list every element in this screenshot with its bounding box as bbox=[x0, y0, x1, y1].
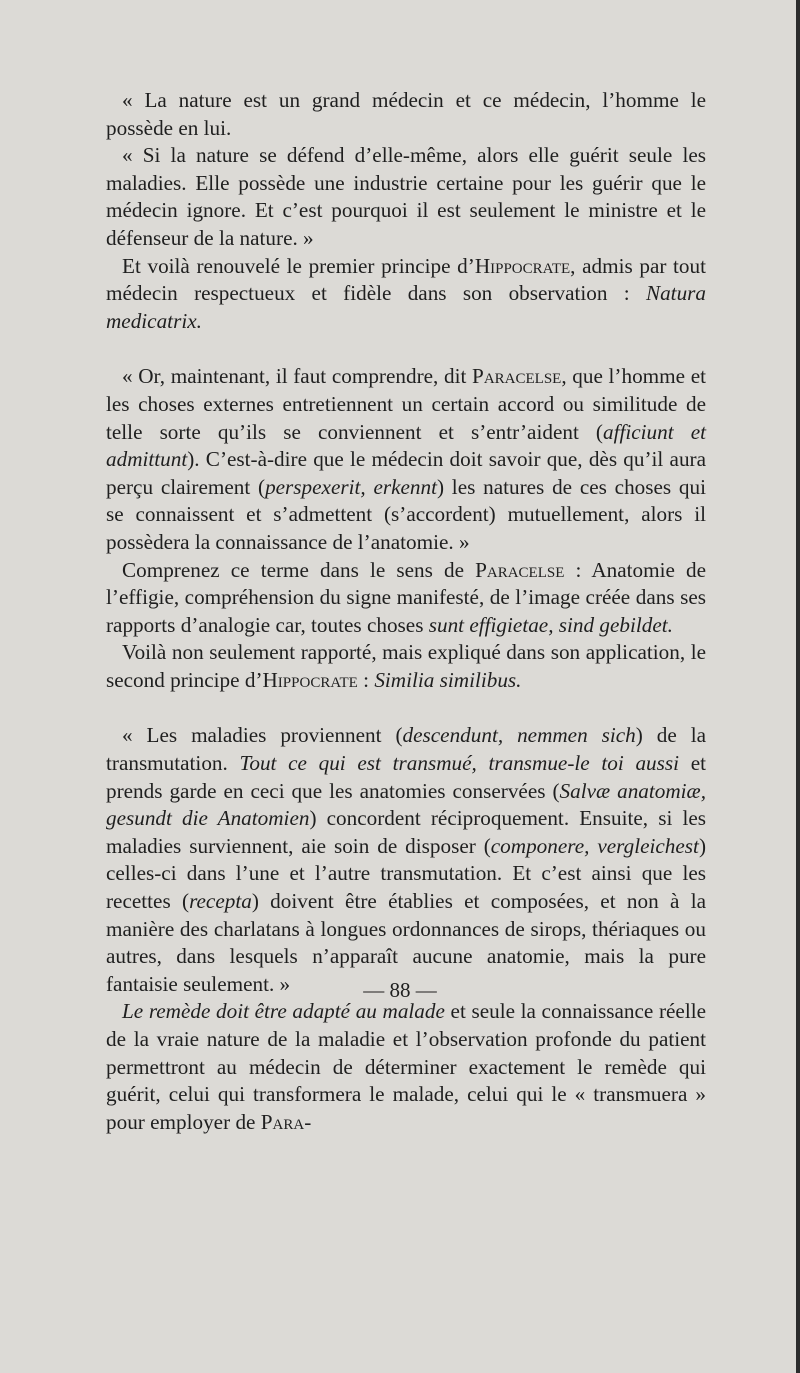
small-caps-run: Hippocrate bbox=[474, 253, 571, 278]
paragraph bbox=[106, 363, 706, 556]
text-run: ). C’est-à-dire que le médecin doit savoir que, dès qu’il aura perçu clairement ( bbox=[106, 447, 706, 499]
page-number: — 88 — bbox=[363, 978, 437, 1002]
text-run: ) doivent être établies et composées, et non à la manière des charlatans à longues ordonnances de sirops, thériaques ou autres, dans lesquels n’apparaît aucune anatomie, mais la pure fantaisie seulement. » bbox=[106, 889, 706, 996]
paragraph bbox=[106, 639, 706, 694]
text-run: Et voilà renouvelé le premier principe d’ bbox=[122, 253, 475, 278]
small-caps-run: Paracelse bbox=[475, 557, 565, 582]
text-run: « Si la nature se défend d’elle-même, alors elle guérit seule les maladies. Elle possède une industrie certaine pour les guérir que le médecin ignore. Et c’est pourquoi il est seulement le ministre et le défenseur de la nature. » bbox=[106, 143, 706, 250]
paragraph bbox=[106, 142, 706, 252]
text-run: ) celles-ci dans l’une et l’autre transmutation. Et c’est ainsi que les recettes ( bbox=[106, 833, 706, 914]
paragraph bbox=[106, 253, 706, 336]
paragraph bbox=[106, 722, 706, 998]
text-run: « Les maladies proviennent ( bbox=[122, 723, 403, 748]
italic-run: Similia similibus. bbox=[374, 667, 522, 692]
text-run: , que l’homme et les choses externes entretiennent un certain accord ou similitude de telle sorte qu’ils se conviennent et s’entr’aident ( bbox=[106, 364, 706, 444]
text-run: ) concordent réciproquement. Ensuite, si les maladies surviennent, aie soin de disposer ( bbox=[106, 806, 706, 858]
text-run: : bbox=[357, 667, 375, 692]
italic-run: sunt effigietae, sind gebildet. bbox=[428, 612, 673, 637]
small-caps-run: Hippocrate bbox=[262, 667, 358, 692]
italic-run: Natura medicatrix. bbox=[106, 281, 706, 333]
paragraph bbox=[106, 998, 706, 1136]
italic-run: componere, vergleichest bbox=[490, 833, 699, 858]
text-run: et seule la connaissance réelle de la vraie nature de la maladie et l’observation profonde du patient permettront au médecin de déterminer exactement le remède qui guérit, celui qui transformera le malade, celui qui le « transmuera » pour employer de bbox=[106, 999, 707, 1134]
page-edge bbox=[796, 0, 800, 1373]
paragraph bbox=[106, 87, 706, 142]
paragraph bbox=[106, 557, 706, 640]
text-run: ) les natures de ces choses qui se connaissent et s’admettent (s’accordent) mutuellement, alors il possèdera la connaissance de l’anatomie. » bbox=[106, 474, 706, 554]
text-run: , admis par tout médecin respectueux et fidèle dans son observation : bbox=[106, 253, 707, 306]
italic-run: descendunt, nemmen sich bbox=[402, 723, 636, 748]
text-run: : Anatomie de l’effigie, compréhension du signe manifesté, de l’image créée dans ses rapports d’analogie car, toutes choses bbox=[106, 557, 706, 637]
italic-run: afficiunt et admittunt bbox=[106, 419, 706, 472]
text-run: et prends garde en ceci que les anatomies conservées ( bbox=[106, 751, 707, 803]
italic-run: perspexerit, erkennt bbox=[265, 474, 437, 499]
text-run: « La nature est un grand médecin et ce médecin, l’homme le possède en lui. bbox=[106, 88, 706, 140]
text-run: ) de la transmutation. bbox=[106, 723, 706, 776]
text-run: Voilà non seulement rapporté, mais expliqué dans son application, le second principe d’ bbox=[106, 640, 706, 692]
text-run: Comprenez ce terme dans le sens de bbox=[122, 557, 476, 582]
small-caps-run: Paracelse bbox=[472, 364, 562, 389]
italic-run: Salvæ anatomiæ, gesundt die Anatomien bbox=[106, 778, 706, 831]
italic-run: Tout ce qui est transmué, transmue-le toi aussi bbox=[239, 751, 680, 776]
italic-run: Le remède doit être adapté au malade bbox=[122, 999, 445, 1024]
small-caps-run: Para- bbox=[260, 1109, 312, 1134]
text-run: « Or, maintenant, il faut comprendre, dit bbox=[122, 364, 473, 389]
italic-run: recepta bbox=[189, 889, 252, 914]
